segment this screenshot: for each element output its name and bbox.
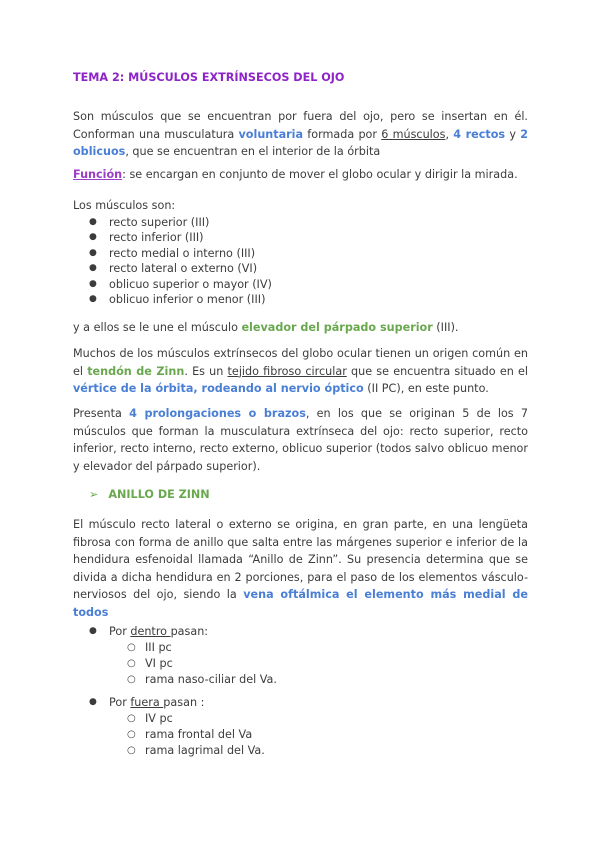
- list-item: ○ IV pc: [73, 711, 528, 727]
- muscle-list: [73, 215, 528, 307]
- dentro-list: [73, 624, 528, 639]
- dentro-sublist: [73, 640, 528, 687]
- list-item: ○ III pc: [73, 640, 528, 656]
- list-item: ● oblicuo inferior o menor (III): [73, 292, 528, 307]
- paragraph-elevador: y a ellos se le une el músculo elevador del párpado superior (III).: [73, 321, 459, 334]
- paragraph-funcion: Función: se encargan en conjunto de mover el globo ocular y dirigir la mirada.: [73, 168, 518, 181]
- list-item: ○ VI pc: [73, 656, 528, 672]
- list-item: ● oblicuo superior o mayor (IV): [73, 277, 528, 292]
- arrow-icon: ➢: [89, 488, 99, 501]
- section-heading: ➢ ANILLO DE ZINN: [89, 488, 210, 501]
- paragraph-anillo: El músculo recto lateral o externo se origina, en gran parte, en una lengüeta fibrosa con forma de anillo que salta entre las márgenes superior e inferior de la hendidura esfenoidal llamada “Anillo de Zinn”. Su presencia determina que se divida a dicha hendidura en 2 porciones, para el paso de los elementos vásculo-nerviosos del ojo, siendo la vena oftálmica el elemento más medial de todos: [73, 518, 528, 619]
- list-item: ● recto inferior (III): [73, 230, 528, 245]
- list-item: ● Por dentro pasan:: [73, 624, 528, 639]
- fuera-sublist: [73, 711, 528, 758]
- list-item: ○ rama frontal del Va: [73, 727, 528, 743]
- paragraph-intro: Son músculos que se encuentran por fuera del ojo, pero se insertan en él. Conforman una musculatura voluntaria formada por 6 músculos, 4 rectos y 2 oblicuos, que se encuentran en el interior de la órbita: [73, 110, 529, 158]
- page-title: TEMA 2: MÚSCULOS EXTRÍNSECOS DEL OJO: [73, 71, 345, 84]
- paragraph-tendon-zinn: Muchos de los músculos extrínsecos del globo ocular tienen un origen común en el tendón de Zinn. Es un tejido fibroso circular que se encuentra situado en el vértice de la órbita, rodeando al nervio óptico (II PC), en este punto.: [73, 347, 528, 395]
- fuera-list: [73, 695, 528, 710]
- list-item: ○ rama naso-ciliar del Va.: [73, 672, 528, 688]
- paragraph-prolongaciones: Presenta 4 prolongaciones o brazos, en los que se originan 5 de los 7 músculos que forman la musculatura extrínseca del ojo: recto superior, recto inferior, recto interno, recto externo, oblicuo superior (todos salvo oblicuo menor y elevador del párpado superior).: [73, 407, 528, 473]
- list-item: ○ rama lagrimal del Va.: [73, 743, 528, 759]
- list-item: ● recto superior (III): [73, 215, 528, 230]
- list-item: ● recto lateral o externo (VI): [73, 261, 528, 276]
- list-intro: Los músculos son:: [73, 199, 176, 212]
- list-item: ● Por fuera pasan :: [73, 695, 528, 710]
- list-item: ● recto medial o interno (III): [73, 246, 528, 261]
